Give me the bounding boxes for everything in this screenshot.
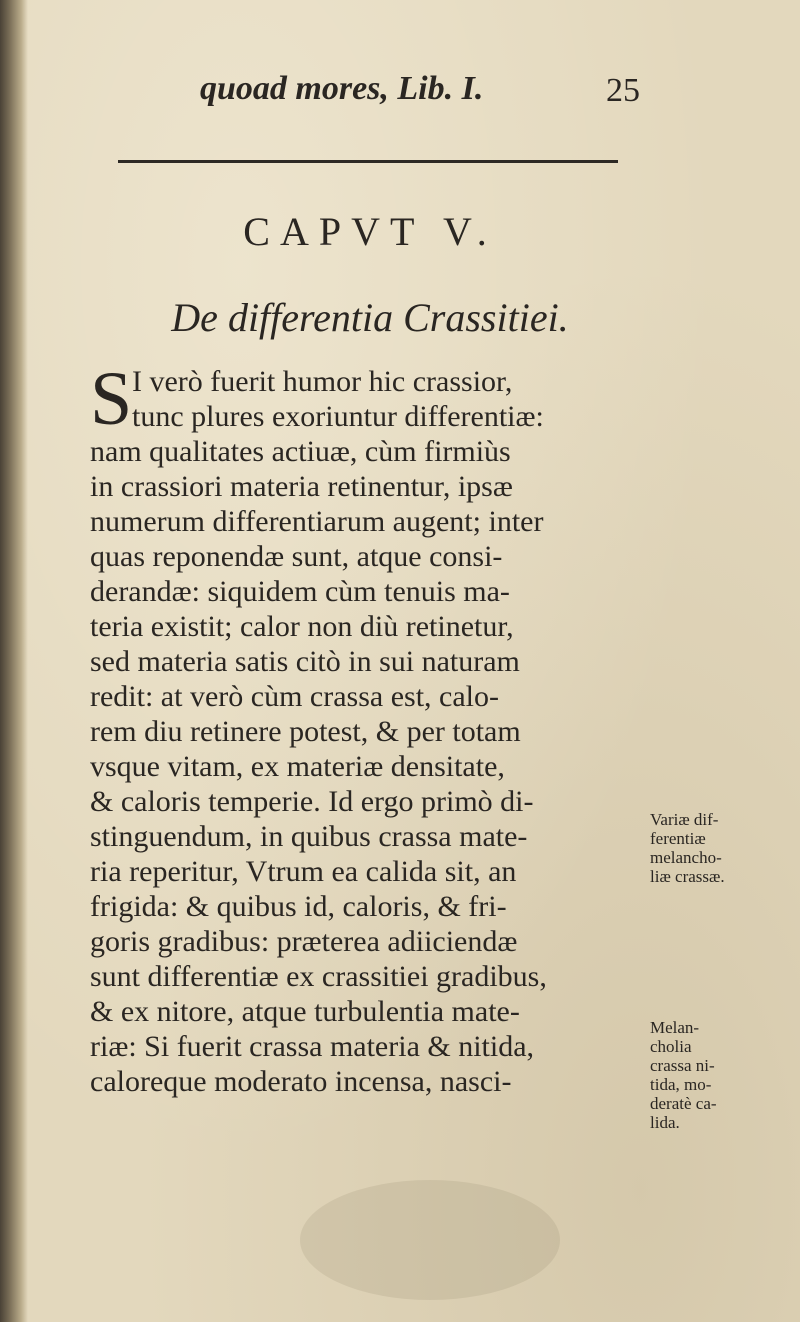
text-line: redit: at verò cùm crassa est, calo- — [90, 680, 499, 713]
body-text — [90, 357, 650, 1099]
text-line: frigida: & quibus id, caloris, & fri- — [90, 890, 507, 923]
marginal-note-line: deratè ca- — [650, 1094, 717, 1113]
text-line: quas reponendæ sunt, atque consi- — [90, 540, 503, 573]
header-rule — [118, 160, 618, 163]
marginal-note — [650, 1018, 717, 1132]
text-line: stinguendum, in quibus crassa mate- — [90, 820, 528, 853]
text-line: & caloris temperie. Id ergo primò di- — [90, 785, 534, 818]
text-line: caloreque moderato incensa, nasci- — [90, 1065, 512, 1098]
text-line: & ex nitore, atque turbulentia mate- — [90, 995, 520, 1028]
drop-cap: S — [90, 357, 133, 441]
text-line: sunt differentiæ ex crassitiei gradibus, — [90, 960, 547, 993]
marginal-note-line: lida. — [650, 1113, 680, 1132]
marginal-note-line: melancho- — [650, 848, 722, 867]
text-line: ria reperitur, Vtrum ea calida sit, an — [90, 855, 517, 888]
text-line: nam qualitates actiuæ, cùm firmiùs — [90, 435, 511, 468]
marginal-note-line: crassa ni- — [650, 1056, 715, 1075]
text-line: numerum differentiarum augent; inter — [90, 505, 544, 538]
text-line: rem diu retinere potest, & per totam — [90, 715, 521, 748]
text-line: vsque vitam, ex materiæ densitate, — [90, 750, 505, 783]
chapter-heading: CAPVT V. — [243, 209, 497, 254]
marginal-note-line: ferentiæ — [650, 829, 706, 848]
text-line: goris gradibus: præterea adiiciendæ — [90, 925, 518, 958]
running-head: quoad mores, Lib. I. — [200, 70, 484, 107]
marginal-note-line: Melan- — [650, 1018, 700, 1037]
page-header — [200, 70, 660, 120]
marginal-note-line: tida, mo- — [650, 1075, 712, 1094]
marginal-note-line: cholia — [650, 1037, 692, 1056]
text-line: derandæ: siquidem cùm tenuis ma- — [90, 575, 510, 608]
marginal-note-line: liæ crassæ. — [650, 867, 725, 886]
text-line-content: I verò fuerit humor hic crassior, — [132, 365, 513, 398]
text-line: riæ: Si fuerit crassa materia & nitida, — [90, 1030, 535, 1063]
paper-stain — [300, 1180, 560, 1300]
marginal-note — [650, 810, 725, 886]
text-line: sed materia satis citò in sui naturam — [90, 645, 520, 678]
text-line: in crassiori materia retinentur, ipsæ — [90, 470, 513, 503]
page-number: 25 — [606, 72, 640, 109]
marginal-note-line: Variæ dif- — [650, 810, 719, 829]
text-line: teria existit; calor non diù retinetur, — [90, 610, 514, 643]
section-title: De differentia Crassitiei. — [171, 295, 569, 340]
text-line: tunc plures exoriuntur differentiæ: — [132, 400, 544, 433]
page-spine-shadow — [0, 0, 28, 1322]
